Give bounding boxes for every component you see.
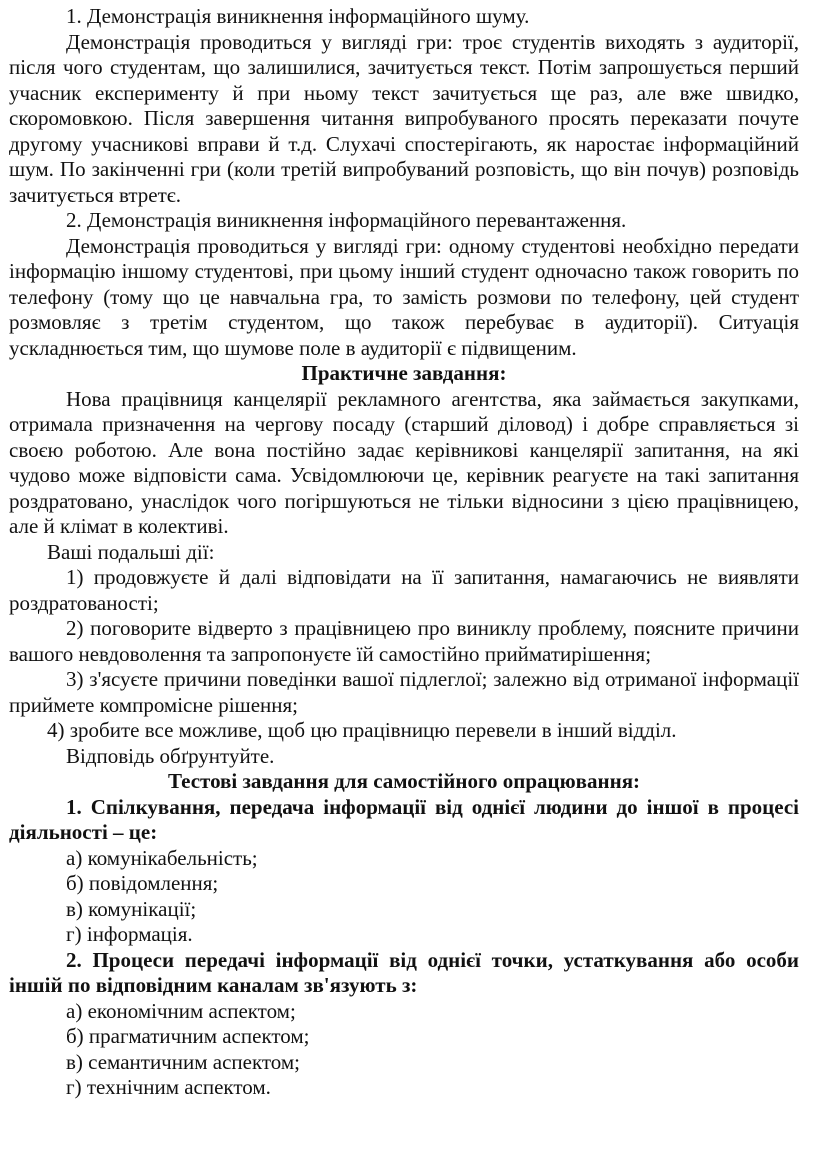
justify-prompt: Відповідь обґрунтуйте. xyxy=(66,743,275,768)
practical-task-body: Нова працівниця канцелярії рекламного агентства, яка займається закупками, отримала призначення на чергову посаду (старший діловод) і добре справляється зі своєю роботою. Але вона постійно задає керівникові канцелярії запитання, на які чудово може відповісти сама. Усвідомлюючи це, керівник реагуєте на такі запитання роздратовано, унаслідок чого погіршуються не тільки відносини з цією працівницею, але й клімат в колективі. xyxy=(9,386,799,538)
section-1-heading: 1. Демонстрація виникнення інформаційного шуму. xyxy=(66,4,530,28)
action-item-3: 3) з'ясуєте причини поведінки вашої підлеглої; залежно від отриманої інформації приймете компромісне рішення; xyxy=(9,667,799,717)
section-1-body: Демонстрація проводиться у вигляді гри: троє студентів виходять з аудиторії, після чого студентам, що залишилися, зачитується текст. Потім запрошується перший учасник експерименту й при ньому текст зачитується ще раз, але вже швидко, скоромовкою. Після завершення читання випробуваного просять переказати почуте другому учасникові вправи й т.д. Слухачі спостерігають, як наростає інформаційний шум. По закінченні гри (коли третій випробуваний розповість, що він почув) розповідь зачитується втретє. xyxy=(9,29,799,207)
question-2-option-c: в) семантичним аспектом; xyxy=(66,1049,301,1074)
question-1-text: 1. Спілкування, передача інформації від однієї людини до іншої в процесі діяльності – це: xyxy=(9,794,799,844)
section-2-heading: 2. Демонстрація виникнення інформаційного перевантаження. xyxy=(66,208,627,232)
action-item-4: 4) зробите все можливе, щоб цю працівницю перевели в інший відділ. xyxy=(47,718,677,742)
question-2-option-b: б) прагматичним аспектом; xyxy=(66,1024,310,1048)
tests-title: Тестові завдання для самостійного опрацювання: xyxy=(167,769,641,793)
question-2-option-d: г) технічним аспектом. xyxy=(66,1075,271,1099)
action-item-2: 2) поговорите відверто з працівницею про виниклу проблему, поясните причини вашого невдоволення та запропонуєте їй самостійно прийматирішення; xyxy=(9,616,799,666)
question-1-option-d: г) інформація. xyxy=(66,922,193,946)
action-item-1: 1) продовжуєте й далі відповідати на її запитання, намагаючись не виявляти роздратованості; xyxy=(9,565,799,615)
question-1-option-a: а) комунікабельність; xyxy=(66,845,258,870)
question-2-text: 2. Процеси передачі інформації від однієї точки, устаткування або особи іншій по відповідним каналам зв'язують з: xyxy=(9,947,799,997)
question-2-option-a: а) економічним аспектом; xyxy=(66,998,296,1023)
practical-task-title: Практичне завдання: xyxy=(301,361,507,385)
section-2-body: Демонстрація проводиться у вигляді гри: одному студентові необхідно передати інформацію іншому студентові, при цьому інший студент одночасно також говорить по телефону (тому що це навчальна гра, то замість розмови по телефону, цей студент розмовляє з третім студентом, що також перебуває в аудиторії). Ситуація ускладнюється тим, що шумове поле в аудиторії є підвищеним. xyxy=(9,233,799,360)
actions-intro: Ваші подальші дії: xyxy=(47,539,215,564)
question-1-option-b: б) повідомлення; xyxy=(66,871,219,895)
question-1-option-c: в) комунікації; xyxy=(66,896,197,921)
